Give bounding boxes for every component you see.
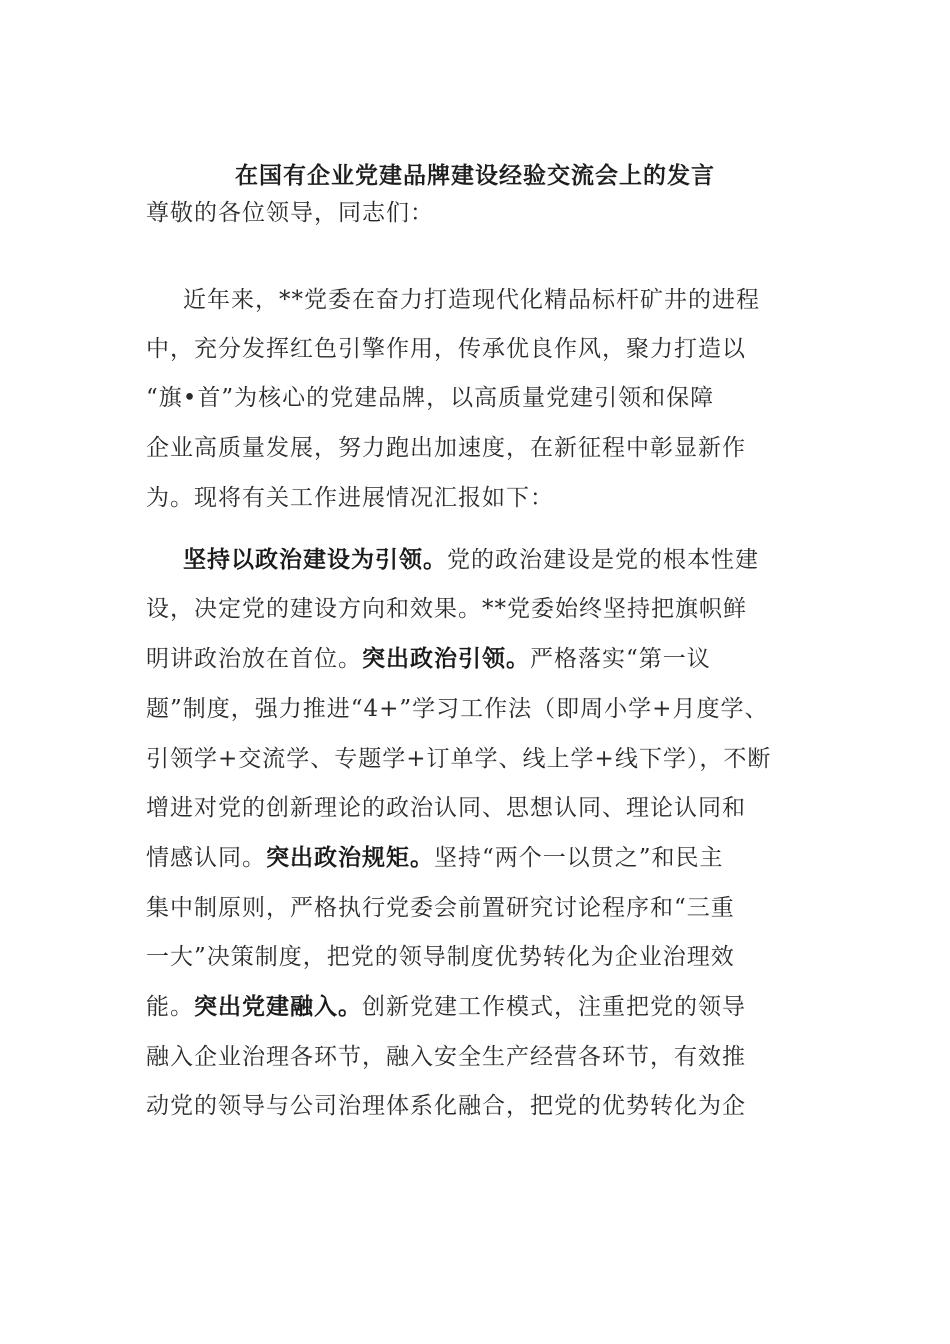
paragraph-line: 企业高质量发展，努力跑出加速度，在新征程中彰显新作 [146, 435, 746, 461]
paragraph-line: 近年来，**党委在奋力打造现代化精品标杆矿井的进程 [183, 287, 760, 313]
paragraph-line: 动党的领导与公司治理体系化融合，把党的优势转化为企 [146, 1093, 746, 1119]
paragraph-line: 题”制度，强力推进“4+”学习工作法（即周小学+月度学、 [146, 696, 769, 722]
paragraph-line [146, 989, 746, 1025]
section-heading: 坚持以政治建设为引领。 [183, 546, 447, 573]
paragraph-line: 融入企业治理各环节，融入安全生产经营各环节，有效推 [146, 1044, 746, 1070]
subheading: 突出党建融入。 [194, 993, 362, 1020]
paragraph-line: 一大”决策制度，把党的领导制度优势转化为企业治理效 [146, 944, 735, 970]
salutation: 尊敬的各位领导，同志们： [146, 200, 434, 226]
line-text: 严格落实“第一议 [530, 646, 711, 672]
paragraph-line: “旗•首”为核心的党建品牌，以高质量党建引领和保障 [146, 385, 715, 411]
line-text: 明讲政治放在首位。 [146, 646, 362, 672]
line-text: 坚持“两个一以贯之”和民主 [434, 845, 724, 871]
paragraph-line: 引领学+交流学、专题学+订单学、线上学+线下学），不断 [146, 746, 772, 772]
paragraph-line: 中，充分发挥红色引擎作用，传承优良作风，聚力打造以 [146, 336, 746, 362]
paragraph-line: 集中制原则，严格执行党委会前置研究讨论程序和“三重 [146, 895, 735, 921]
paragraph-line: 设，决定党的建设方向和效果。**党委始终坚持把旗帜鲜 [146, 596, 747, 622]
document-title: 在国有企业党建品牌建设经验交流会上的发言 [235, 162, 715, 189]
paragraph-line [183, 542, 759, 578]
line-text: 能。 [146, 994, 194, 1020]
paragraph-line [146, 641, 711, 677]
subheading: 突出政治规矩。 [266, 844, 434, 871]
paragraph-line [146, 840, 724, 876]
paragraph-line: 为。现将有关工作进展情况汇报如下： [146, 485, 554, 511]
line-text: 情感认同。 [146, 845, 266, 871]
line-text: 创新党建工作模式，注重把党的领导 [362, 994, 746, 1020]
subheading: 突出政治引领。 [362, 645, 530, 672]
paragraph-line: 增进对党的创新理论的政治认同、思想认同、理论认同和 [146, 795, 746, 821]
line-text: 党的政治建设是党的根本性建 [447, 547, 759, 573]
